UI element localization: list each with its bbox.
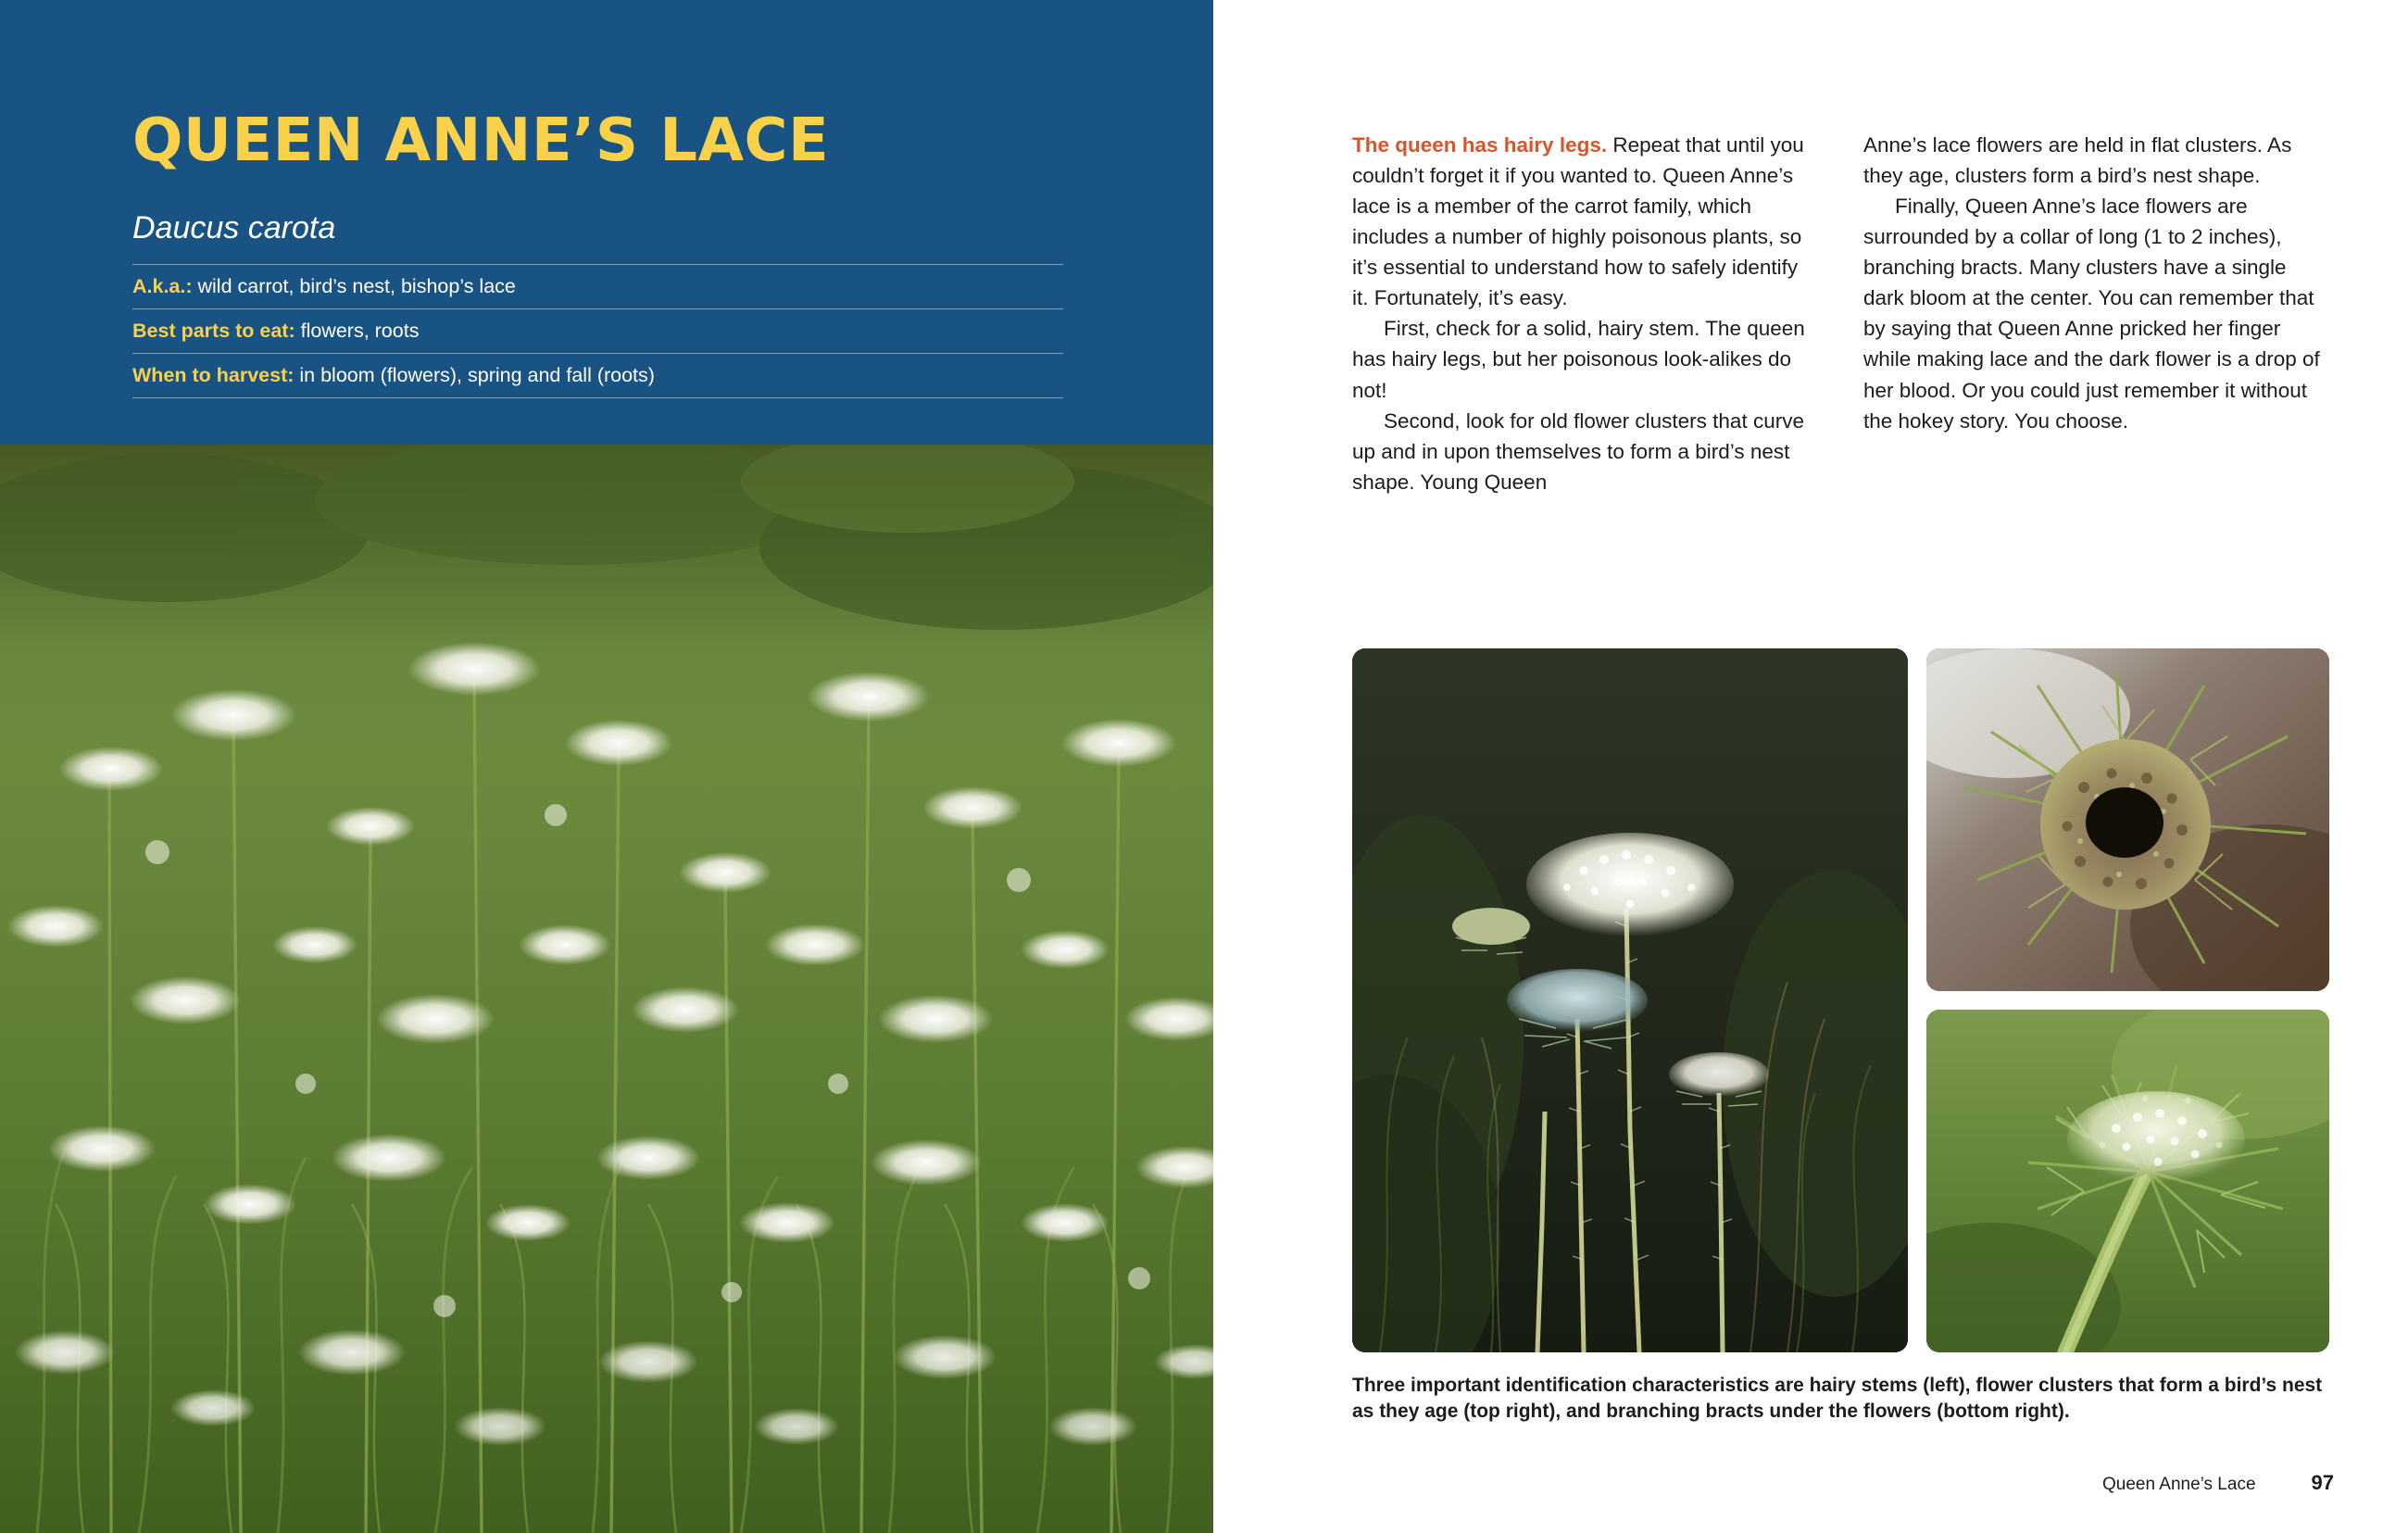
paragraph-intro-body: Repeat that until you couldn’t forget it if you wanted to. Queen Anne’s lace is a member of the carrot family, which includes a number of highly poisonous plants, so it’s essential to understand how to safely identify it. Fortunately, it’s easy.: [1352, 133, 1804, 310]
fact-value-aka: wild carrot, bird’s nest, bishop’s lace: [192, 275, 516, 297]
branching-bracts-photo: [1926, 1010, 2329, 1352]
latin-name: Daucus carota: [132, 210, 336, 245]
paragraph-intro: [1352, 130, 1815, 313]
branching-bracts-photo-art: [1926, 1010, 2329, 1352]
paragraph-bracts: Finally, Queen Anne’s lace flowers are surrounded by a collar of long (1 to 2 inches), branching bracts. Many clusters have a single dark bloom at the center. You can remember that by saying that Queen Anne pricked her finger while making lace and the dark flower is a drop of her blood. Or you could just remember it without the hokey story. You choose.: [1863, 195, 2320, 433]
fact-label-aka: A.k.a.:: [132, 275, 193, 297]
hero-photo-art: [0, 445, 1213, 1533]
title-panel: [0, 0, 1213, 445]
fact-label-best-parts: Best parts to eat:: [132, 320, 295, 343]
page-number: 97: [2311, 1471, 2334, 1494]
column-two: [1863, 130, 2326, 497]
page-footer: [1352, 1471, 2334, 1495]
hero-photo: [0, 445, 1213, 1533]
hairy-stems-photo-art: [1352, 648, 1908, 1352]
lead-in-text: The queen has hairy legs.: [1352, 133, 1608, 157]
fact-row: [132, 353, 1063, 398]
fact-value-when-to-harvest: in bloom (flowers), spring and fall (roots): [294, 364, 655, 387]
fact-row: [132, 264, 1063, 308]
figure-caption: Three important identification characteristics are hairy stems (left), flower clusters that form a bird’s nest as they age (top right), and branching bracts under the flowers (bottom right).: [1352, 1375, 2323, 1423]
fact-row: [132, 308, 1063, 353]
fact-list: [132, 264, 1063, 398]
photo-grid: [1352, 648, 2329, 1352]
right-page: [1213, 0, 2408, 1533]
hairy-stems-photo: [1352, 648, 1908, 1352]
birds-nest-photo: [1926, 648, 2329, 991]
fact-value-best-parts: flowers, roots: [295, 320, 420, 343]
birds-nest-photo-art: [1926, 648, 2329, 991]
running-head: Queen Anne’s Lace: [2102, 1475, 2256, 1494]
paragraph-flat-clusters: Anne’s lace flowers are held in flat clusters. As they age, clusters form a bird’s nest shape.: [1863, 133, 2292, 188]
paragraph-first-check: First, check for a solid, hairy stem. The queen has hairy legs, but her poisonous look-alikes do not!: [1352, 317, 1805, 402]
paragraph-second-check: Second, look for old flower clusters that curve up and in upon themselves to form a bird’s nest shape. Young Queen: [1352, 408, 1804, 494]
body-text-columns: [1352, 130, 2329, 497]
column-one: [1352, 130, 1815, 497]
fact-label-when-to-harvest: When to harvest:: [132, 364, 295, 387]
page-title: QUEEN ANNE’S LACE: [132, 107, 830, 175]
